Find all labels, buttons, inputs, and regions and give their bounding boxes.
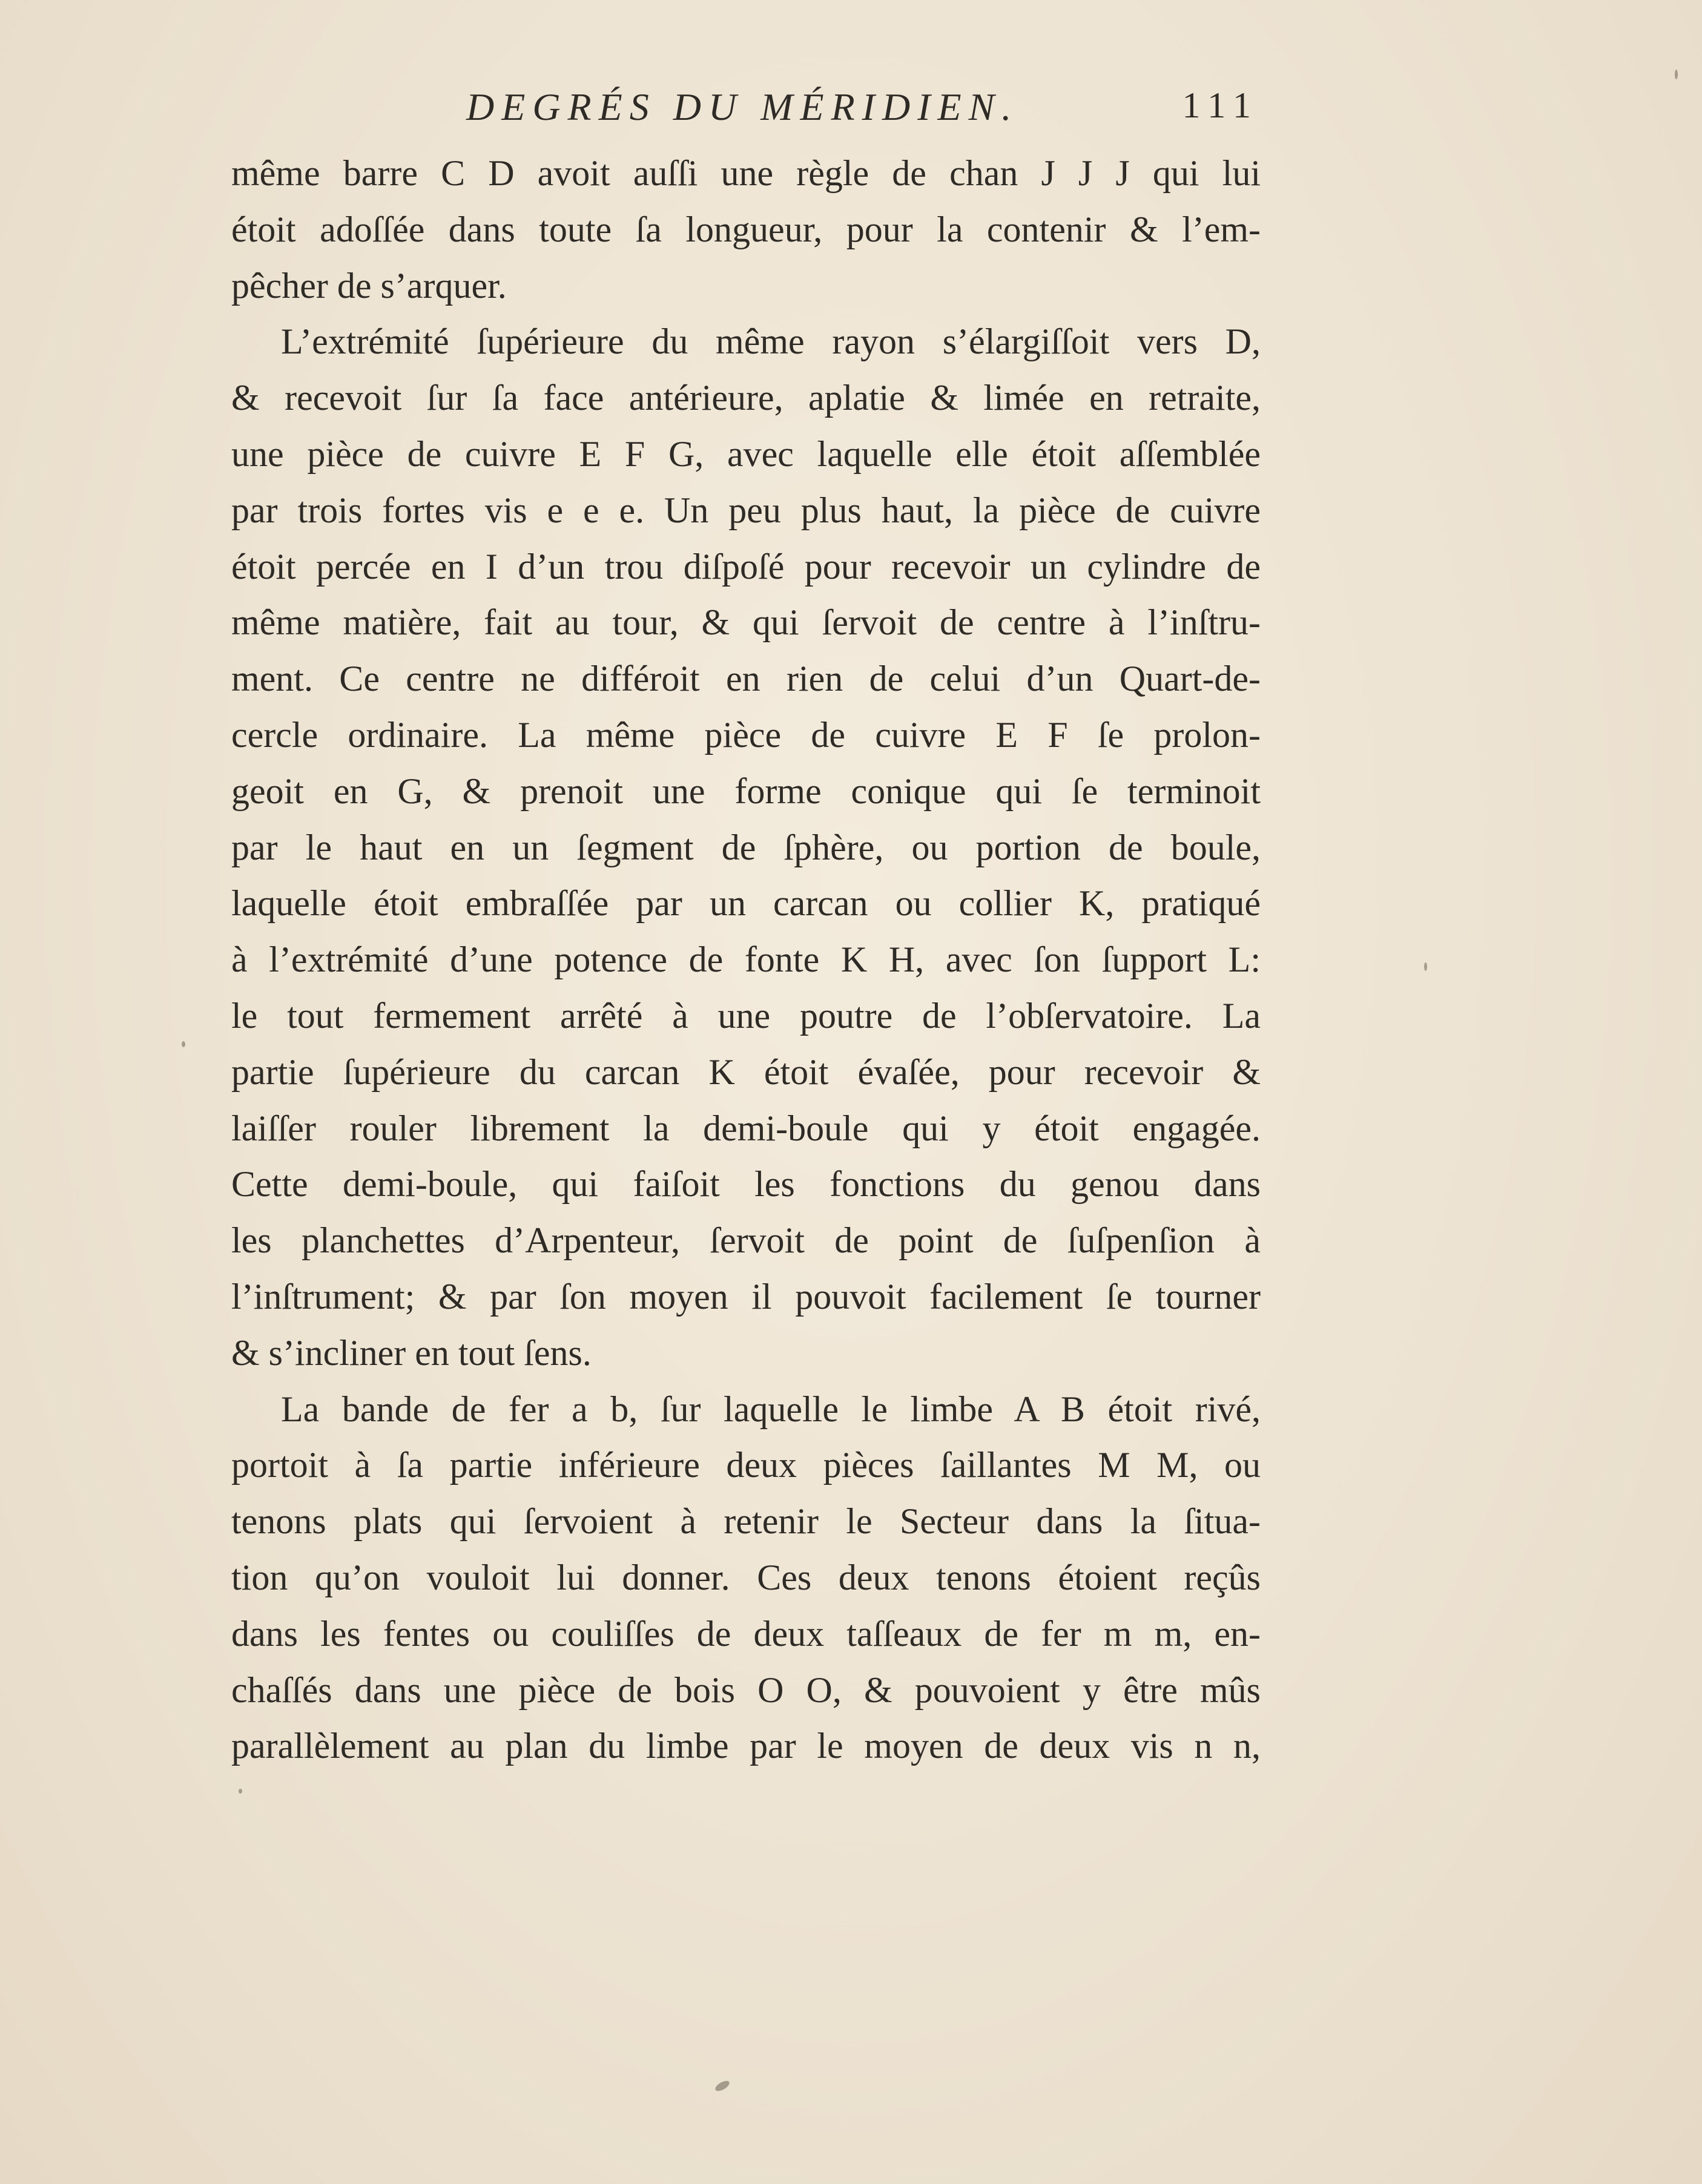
text-line: laquelle étoit embraſſée par un carcan ou collier K, pratiqué — [231, 883, 1261, 924]
ink-speck — [1424, 962, 1427, 971]
text-line: tion qu’on vouloit lui donner. Ces deux tenons étoient reçûs — [231, 1557, 1261, 1597]
text-line: même matière, fait au tour, & qui ſervoit de centre à l’inſtru- — [231, 602, 1261, 643]
text-line: dans les fentes ou couliſſes de deux taſſeaux de fer m m, en- — [231, 1613, 1261, 1654]
ink-speck — [714, 2079, 731, 2093]
text-line: étoit adoſſée dans toute ſa longueur, pour la contenir & l’em- — [231, 209, 1261, 249]
text-line: le tout fermement arrêté à une poutre de l’obſervatoire. La — [231, 995, 1261, 1036]
text-line: parallèlement au plan du limbe par le moyen de deux vis n n, — [231, 1726, 1261, 1766]
paragraph-first-line: La bande de fer a b, ſur laquelle le limbe A B étoit rivé, — [281, 1389, 1261, 1429]
text-line: Cette demi-boule, qui faiſoit les fonctions du genou dans — [231, 1164, 1261, 1205]
ink-speck — [1675, 70, 1678, 79]
text-line: pêcher de s’arquer. — [231, 265, 507, 306]
text-line: même barre C D avoit auſſi une règle de chan J J J qui lui — [231, 153, 1261, 193]
text-line: ment. Ce centre ne différoit en rien de celui d’un Quart-de- — [231, 659, 1261, 699]
ink-speck — [239, 1789, 242, 1794]
running-title: DEGRÉS DU MÉRIDIEN. — [466, 85, 1019, 128]
text-line: par trois fortes vis e e e. Un peu plus haut, la pièce de cuivre — [231, 490, 1261, 530]
text-line: & recevoit ſur ſa face antérieure, aplatie & limée en retraite, — [231, 378, 1261, 418]
text-line: portoit à ſa partie inférieure deux pièces ſaillantes M M, ou — [231, 1445, 1261, 1485]
text-line: cercle ordinaire. La même pièce de cuivre E F ſe prolon- — [231, 714, 1261, 755]
text-line: laiſſer rouler librement la demi-boule qui y étoit engagée. — [231, 1108, 1261, 1148]
text-line: chaſſés dans une pièce de bois O O, & pouvoient y être mûs — [231, 1669, 1261, 1710]
text-line: à l’extrémité d’une potence de fonte K H, avec ſon ſupport L: — [231, 939, 1261, 980]
ink-speck — [182, 1041, 185, 1047]
text-line: les planchettes d’Arpenteur, ſervoit de point de ſuſpenſion à — [231, 1220, 1261, 1261]
text-line: par le haut en un ſegment de ſphère, ou portion de boule, — [231, 827, 1261, 867]
text-line: une pièce de cuivre E F G, avec laquelle elle étoit aſſemblée — [231, 433, 1261, 474]
running-header — [230, 85, 1259, 139]
text-line: l’inſtrument; & par ſon moyen il pouvoit facilement ſe tourner — [231, 1276, 1261, 1317]
text-line: étoit percée en I d’un trou diſpoſé pour recevoir un cylindre de — [231, 546, 1261, 587]
text-line: geoit en G, & prenoit une forme conique qui ſe terminoit — [231, 771, 1261, 811]
page-number: 111 — [1182, 85, 1259, 125]
text-line: & s’incliner en tout ſens. — [231, 1332, 592, 1373]
text-line: tenons plats qui ſervoient à retenir le Secteur dans la ſitua- — [231, 1501, 1261, 1542]
paragraph-first-line: L’extrémité ſupérieure du même rayon s’élargiſſoit vers D, — [281, 321, 1261, 362]
body-text — [231, 145, 1261, 1774]
text-line: partie ſupérieure du carcan K étoit évaſée, pour recevoir & — [231, 1051, 1261, 1092]
